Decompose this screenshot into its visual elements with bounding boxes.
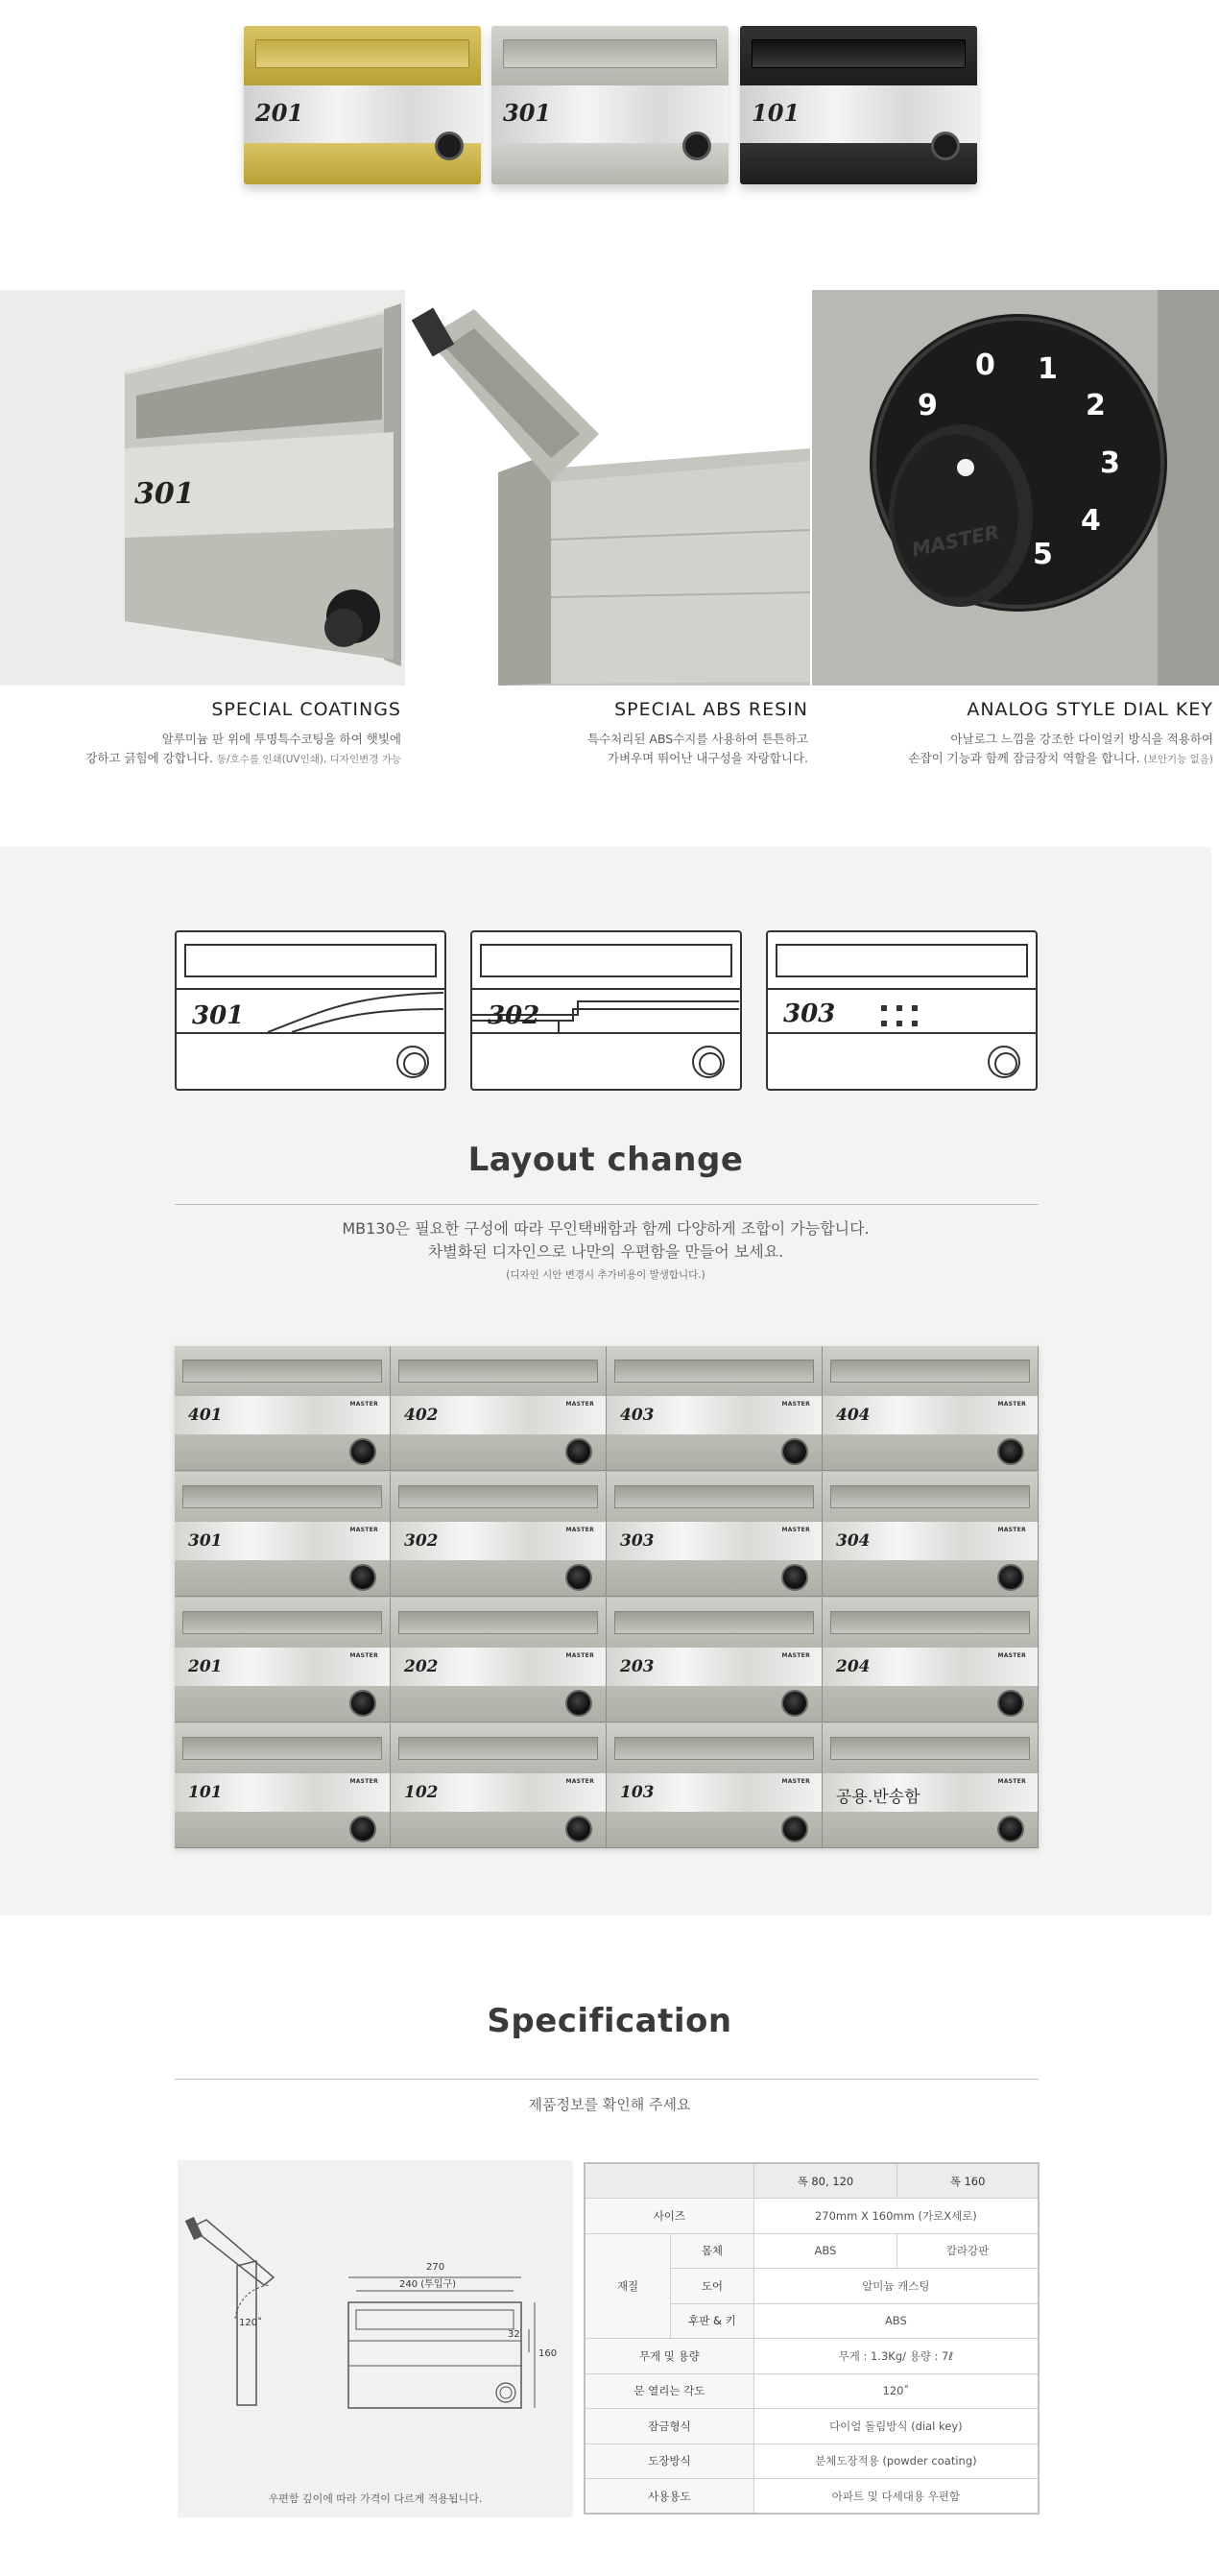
brand-logo: MASTER: [565, 1652, 594, 1659]
row-label: 몸체: [671, 2233, 754, 2269]
mailbox-unit: [391, 1346, 607, 1471]
dial-key-icon: [781, 1690, 808, 1717]
mailbox-unit: [823, 1723, 1039, 1848]
row-label: 후판 & 키: [671, 2303, 754, 2339]
mailbox-unit: [175, 1598, 391, 1722]
dimension-label: 240 (투입구): [399, 2279, 457, 2290]
brand-logo: MASTER: [997, 1778, 1026, 1785]
unit-number: 203: [620, 1657, 655, 1676]
mailbox-unit: [175, 1346, 391, 1471]
dimension-label: 160: [538, 2348, 558, 2359]
row-value: ABS: [753, 2303, 1039, 2339]
dial-digit: 9: [918, 389, 938, 422]
dial-key-icon: [781, 1438, 808, 1465]
brand-logo: MASTER: [349, 1401, 378, 1408]
unit-number: 404: [836, 1406, 871, 1425]
dial-key-icon: [781, 1564, 808, 1591]
features-section: [0, 290, 1219, 847]
mailbox-unit: [391, 1472, 607, 1597]
feature-desc-line: 알루미늄 판 위에 투명특수코팅을 하여 햇빛에: [161, 732, 401, 746]
dial-key-icon: [997, 1816, 1024, 1842]
unit-number: 202: [404, 1657, 439, 1676]
unit-number: 공용.반송함: [836, 1788, 920, 1807]
diagram-caption: 우편함 깊이에 따라 가격이 다르게 적용됩니다.: [268, 2492, 483, 2505]
row-value: 270mm X 160mm (가로X세로): [753, 2199, 1039, 2234]
dial-digit: 1: [1038, 352, 1058, 386]
table-row: [585, 2339, 1039, 2374]
dimension-diagram: [178, 2160, 573, 2517]
subtitle-line: 차별화된 디자인으로 나만의 우편함을 만들어 보세요.: [427, 1242, 784, 1261]
unit-number: 401: [188, 1406, 223, 1425]
row-label: 무게 및 용량: [585, 2339, 753, 2374]
mailbox-lid: [491, 26, 729, 85]
row-label: 문 열리는 각도: [585, 2373, 753, 2409]
dial-key-illustration: [812, 290, 1219, 686]
dial-key-icon: [349, 1816, 376, 1842]
unit-number: 204: [836, 1657, 871, 1676]
mailbox-unit: [607, 1598, 823, 1722]
row-label: 잠금형식: [585, 2409, 753, 2444]
mailbox-grid: [175, 1346, 1039, 1848]
section-note: (디자인 시안 변경시 추가비용이 발생합니다.): [506, 1269, 705, 1281]
dial-key-icon: [692, 1046, 725, 1078]
dial-key-icon: [988, 1046, 1020, 1078]
subtitle-line: MB130은 필요한 구성에 따라 무인택배함과 함께 다양하게 조합이 가능합니다.: [342, 1219, 870, 1238]
table-row: [585, 2233, 1039, 2269]
brand-logo: MASTER: [349, 1778, 378, 1785]
unit-number: 101: [188, 1783, 223, 1802]
table-header: 폭 160: [897, 2163, 1039, 2199]
row-label: 도장방식: [585, 2444, 753, 2479]
coating-photo: [0, 290, 405, 686]
row-value: 120˚: [753, 2373, 1039, 2409]
mailbox-unit: [823, 1598, 1039, 1722]
row-value: 무게 : 1.3Kg/ 용량 : 7ℓ: [753, 2339, 1039, 2374]
feature-title: SPECIAL ABS RESIN: [614, 699, 808, 720]
unit-number: 403: [620, 1406, 655, 1425]
divider: [175, 2079, 1039, 2080]
color-variants-section: [0, 0, 1219, 288]
layout-change-section: [0, 847, 1211, 1915]
brand-logo: MASTER: [349, 1652, 378, 1659]
mailbox-unit: [175, 1472, 391, 1597]
mailbox-unit: [823, 1472, 1039, 1597]
row-value: 알미늄 캐스팅: [753, 2269, 1039, 2304]
table-row: [585, 2444, 1039, 2479]
sketch-number: 301: [192, 1001, 245, 1030]
dial-brand: MASTER: [909, 519, 1002, 562]
mail-slot: [255, 39, 469, 68]
dial-key-photo: [812, 290, 1219, 686]
feature-title: ANALOG STYLE DIAL KEY: [967, 699, 1213, 720]
table-header: 폭 80, 120: [753, 2163, 896, 2199]
mailbox-unit: [823, 1346, 1039, 1471]
unit-number: 301: [188, 1531, 223, 1551]
dial-key-icon: [349, 1690, 376, 1717]
layout-sketch: [470, 930, 742, 1091]
unit-number: 103: [620, 1783, 655, 1802]
mailbox-unit: [391, 1598, 607, 1722]
dial-key-icon: [565, 1564, 592, 1591]
feature-desc-line: [812, 749, 1213, 769]
feature-desc-line: 아날로그 느낌을 강조한 다이얼키 방식을 적용하여: [950, 732, 1213, 746]
row-label: 사이즈: [585, 2199, 753, 2234]
table-row: [585, 2373, 1039, 2409]
sketch-slot: [480, 944, 732, 977]
brand-logo: MASTER: [781, 1652, 810, 1659]
dial-key-icon: [565, 1438, 592, 1465]
brand-logo: MASTER: [781, 1401, 810, 1408]
dot-pattern-icon: [881, 1005, 920, 1032]
table-row: [585, 2163, 1039, 2199]
section-subtitle: 제품정보를 확인해 주세요: [528, 2096, 691, 2113]
sketch-number: 302: [488, 1001, 540, 1030]
open-mailbox-illustration: [407, 290, 810, 686]
row-value: 칼라강판: [897, 2233, 1039, 2269]
feature-desc: [407, 730, 808, 768]
abs-resin-photo: [407, 290, 810, 686]
unit-number: 102: [404, 1783, 439, 1802]
unit-number: 304: [836, 1531, 871, 1551]
brand-logo: MASTER: [565, 1778, 594, 1785]
mailbox-number: 301: [134, 477, 195, 511]
mailbox-lid: [740, 26, 977, 85]
dial-digit: 5: [1033, 538, 1053, 571]
sketch-number: 303: [783, 999, 836, 1028]
mailbox-number: 201: [255, 99, 304, 127]
feature-desc-text: 강하고 긁힘에 강합니다.: [85, 751, 213, 765]
dimension-label: 270: [426, 2262, 445, 2273]
mailbox-unit: [607, 1346, 823, 1471]
mailbox-lid: [244, 26, 481, 85]
mailbox-gold: [244, 26, 481, 184]
spec-table: [584, 2162, 1040, 2515]
sketch-slot: [776, 944, 1028, 977]
layout-sketch: [766, 930, 1038, 1091]
dial-key-icon: [565, 1816, 592, 1842]
dial-key-icon: [396, 1046, 429, 1078]
mail-slot: [752, 39, 966, 68]
feature-title: SPECIAL COATINGS: [211, 699, 401, 720]
layout-sketch: [175, 930, 446, 1091]
brand-logo: MASTER: [349, 1527, 378, 1533]
sketch-slot: [184, 944, 437, 977]
dial-key-icon: [997, 1438, 1024, 1465]
brand-logo: MASTER: [781, 1527, 810, 1533]
section-subtitle: [0, 1217, 1211, 1264]
angle-label: 120˚: [239, 2318, 263, 2328]
row-label: 사용용도: [585, 2479, 753, 2515]
dimension-label: 32: [508, 2329, 520, 2340]
specification-section: [0, 1915, 1219, 2576]
mailbox-number: 101: [752, 99, 801, 127]
section-title: Specification: [487, 2002, 732, 2040]
mailbox-unit: [607, 1472, 823, 1597]
mailbox-number: 301: [503, 99, 552, 127]
table-row: [585, 2199, 1039, 2234]
unit-number: 402: [404, 1406, 439, 1425]
row-label: 도어: [671, 2269, 754, 2304]
brand-logo: MASTER: [997, 1401, 1026, 1408]
mailbox-silver: [491, 26, 729, 184]
feature-note: 동/호수를 인쇄(UV인쇄), 디자인변경 가능: [216, 754, 401, 765]
mail-slot: [503, 39, 717, 68]
row-value: 아파트 및 다세대용 우편함: [753, 2479, 1039, 2515]
unit-number: 303: [620, 1531, 655, 1551]
table-row: [585, 2479, 1039, 2515]
dial-digit: 4: [1081, 504, 1101, 538]
dial-key-icon: [435, 132, 464, 160]
row-value: 다이얼 돌림방식 (dial key): [753, 2409, 1039, 2444]
feature-desc-text: 손잡이 기능과 함께 잠금장치 역할을 합니다.: [908, 751, 1140, 765]
mailbox-unit: [175, 1723, 391, 1848]
dial-key-icon: [565, 1690, 592, 1717]
section-title: Layout change: [467, 1141, 744, 1179]
dial-key-icon: [997, 1690, 1024, 1717]
mailbox-black: [740, 26, 977, 184]
unit-number: 201: [188, 1657, 223, 1676]
row-value: 분체도장적용 (powder coating): [753, 2444, 1039, 2479]
unit-number: 302: [404, 1531, 439, 1551]
feature-desc-line: 특수처리된 ABS수지를 사용하여 튼튼하고: [587, 732, 808, 746]
divider: [175, 1204, 1039, 1205]
mailbox-unit: [607, 1723, 823, 1848]
dial-digit: 0: [975, 349, 995, 382]
dial-digit: 3: [1100, 446, 1120, 480]
dial-key-icon: [349, 1564, 376, 1591]
brand-logo: MASTER: [781, 1778, 810, 1785]
coated-mailbox-illustration: [0, 290, 405, 686]
dial-key-icon: [349, 1438, 376, 1465]
dial-key-icon: [682, 132, 711, 160]
row-label: 재질: [585, 2233, 671, 2339]
dial-digit: 2: [1086, 389, 1106, 422]
brand-logo: MASTER: [997, 1652, 1026, 1659]
dial-key-icon: [781, 1816, 808, 1842]
row-value: ABS: [753, 2233, 896, 2269]
feature-desc-line: 가벼우며 뛰어난 내구성을 자랑합니다.: [607, 751, 808, 765]
feature-desc: [0, 730, 401, 769]
table-row: [585, 2409, 1039, 2444]
brand-logo: MASTER: [565, 1527, 594, 1533]
mailbox-unit: [391, 1723, 607, 1848]
feature-desc-line: [0, 749, 401, 769]
dial-key-icon: [997, 1564, 1024, 1591]
feature-note: (보안기능 없음): [1143, 754, 1213, 765]
brand-logo: MASTER: [997, 1527, 1026, 1533]
dial-key-icon: [931, 132, 960, 160]
brand-logo: MASTER: [565, 1401, 594, 1408]
feature-desc: [812, 730, 1213, 769]
